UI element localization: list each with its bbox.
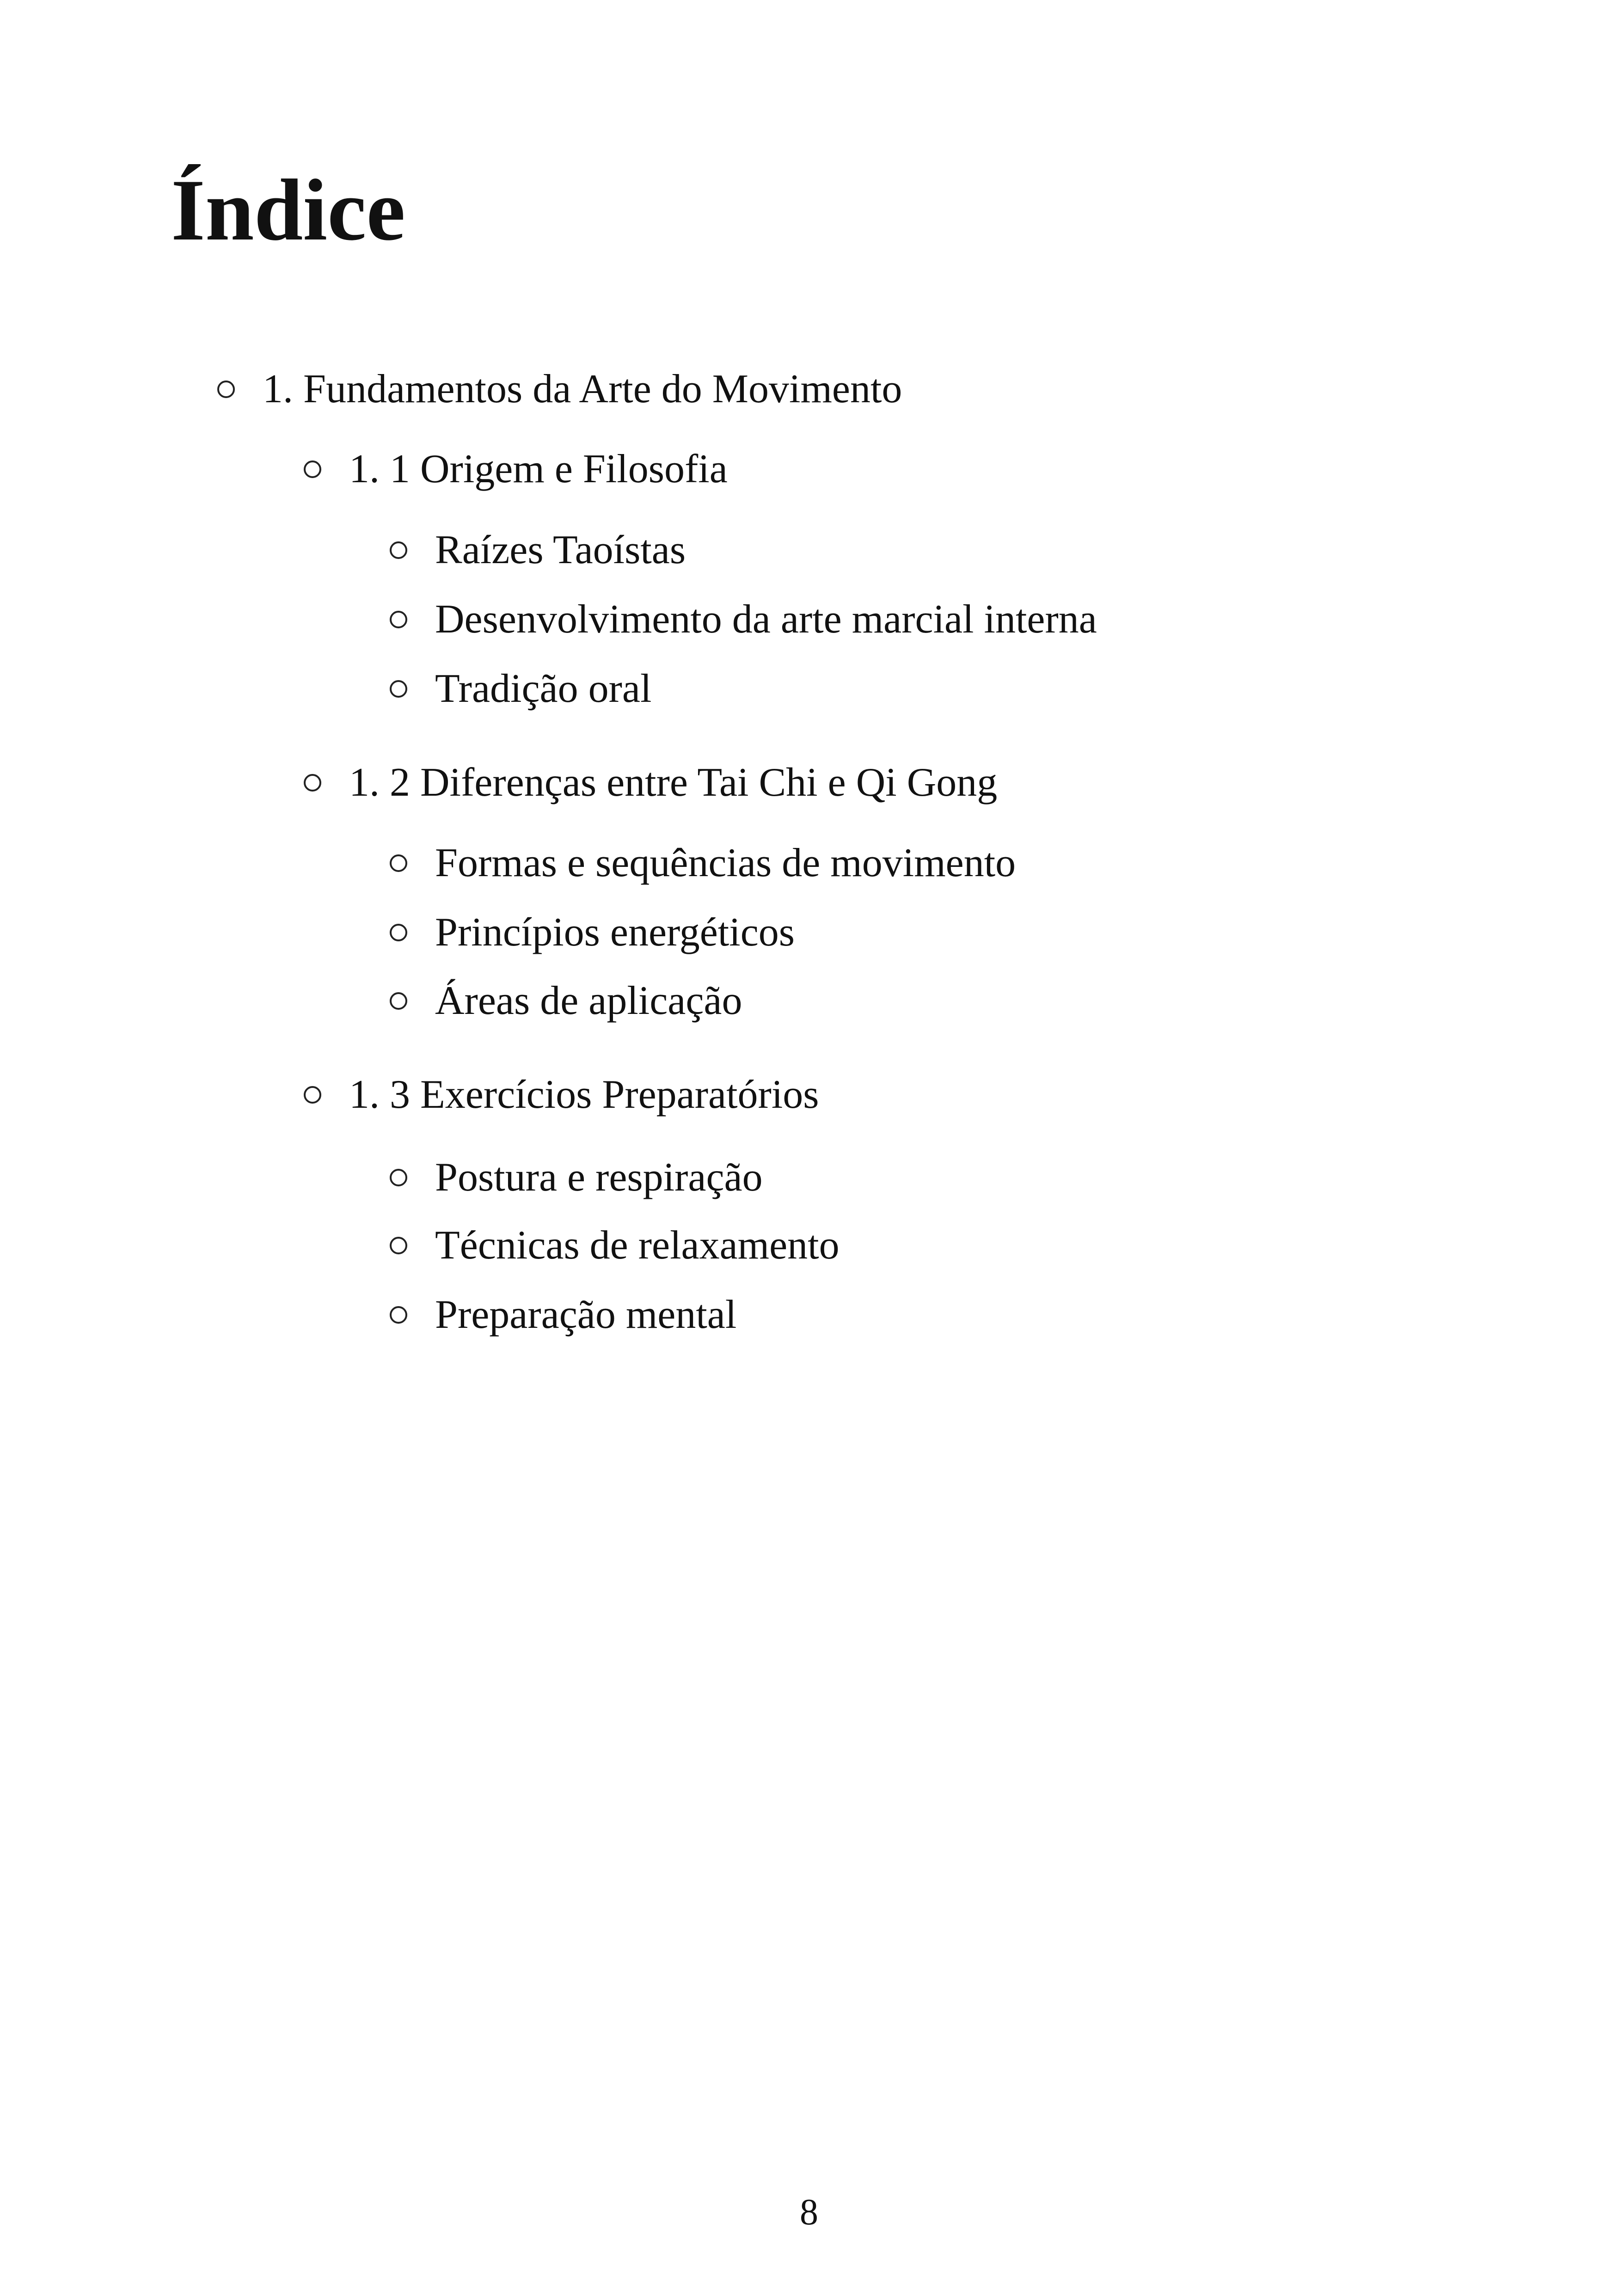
toc-subitem-label: Formas e sequências de movimento [435, 841, 1016, 885]
toc-section-label: 1. 1 Origem e Filosofia [349, 447, 728, 491]
circle-bullet-icon [390, 1306, 407, 1324]
toc-chapter-label: 1. Fundamentos da Arte do Movimento [263, 367, 902, 411]
toc-subitem-entry[interactable] [390, 1292, 737, 1337]
toc-subitem-entry[interactable] [390, 530, 686, 571]
toc-subitem-entry[interactable] [390, 1157, 763, 1198]
circle-bullet-icon [304, 1086, 321, 1104]
toc-section-entry[interactable] [304, 449, 728, 490]
toc-chapter-entry[interactable] [217, 369, 902, 410]
circle-bullet-icon [390, 680, 407, 698]
circle-bullet-icon [390, 1237, 407, 1254]
circle-bullet-icon [390, 854, 407, 872]
toc-subitem-entry[interactable] [390, 912, 795, 953]
page-number: 8 [800, 2192, 818, 2233]
circle-bullet-icon [390, 541, 407, 559]
toc-subitem-entry[interactable] [390, 666, 652, 711]
toc-subitem-entry[interactable] [390, 599, 1097, 640]
circle-bullet-icon [304, 460, 321, 478]
toc-subitem-label: Técnicas de relaxamento [435, 1223, 840, 1268]
circle-bullet-icon [217, 381, 235, 398]
toc-subitem-entry[interactable] [390, 978, 742, 1023]
toc-subitem-label: Preparação mental [435, 1292, 737, 1337]
toc-subitem-label: Postura e respiração [435, 1155, 763, 1200]
toc-subitem-label: Áreas de aplicação [435, 978, 742, 1023]
toc-section-label: 1. 3 Exercícios Preparatórios [349, 1072, 819, 1117]
toc-subitem-label: Raízes Taoístas [435, 528, 686, 572]
circle-bullet-icon [390, 924, 407, 941]
toc-section-entry[interactable] [304, 762, 997, 803]
circle-bullet-icon [390, 992, 407, 1010]
page-title: Índice [171, 162, 405, 259]
toc-section-label: 1. 2 Diferenças entre Tai Chi e Qi Gong [349, 760, 998, 805]
toc-subitem-label: Princípios energéticos [435, 910, 795, 955]
toc-subitem-entry[interactable] [390, 1225, 840, 1266]
toc-subitem-entry[interactable] [390, 843, 1016, 884]
circle-bullet-icon [390, 611, 407, 628]
toc-section-entry[interactable] [304, 1074, 819, 1115]
toc-subitem-label: Desenvolvimento da arte marcial interna [435, 597, 1097, 642]
circle-bullet-icon [304, 774, 321, 792]
circle-bullet-icon [390, 1169, 407, 1186]
toc-subitem-label: Tradição oral [435, 666, 652, 711]
